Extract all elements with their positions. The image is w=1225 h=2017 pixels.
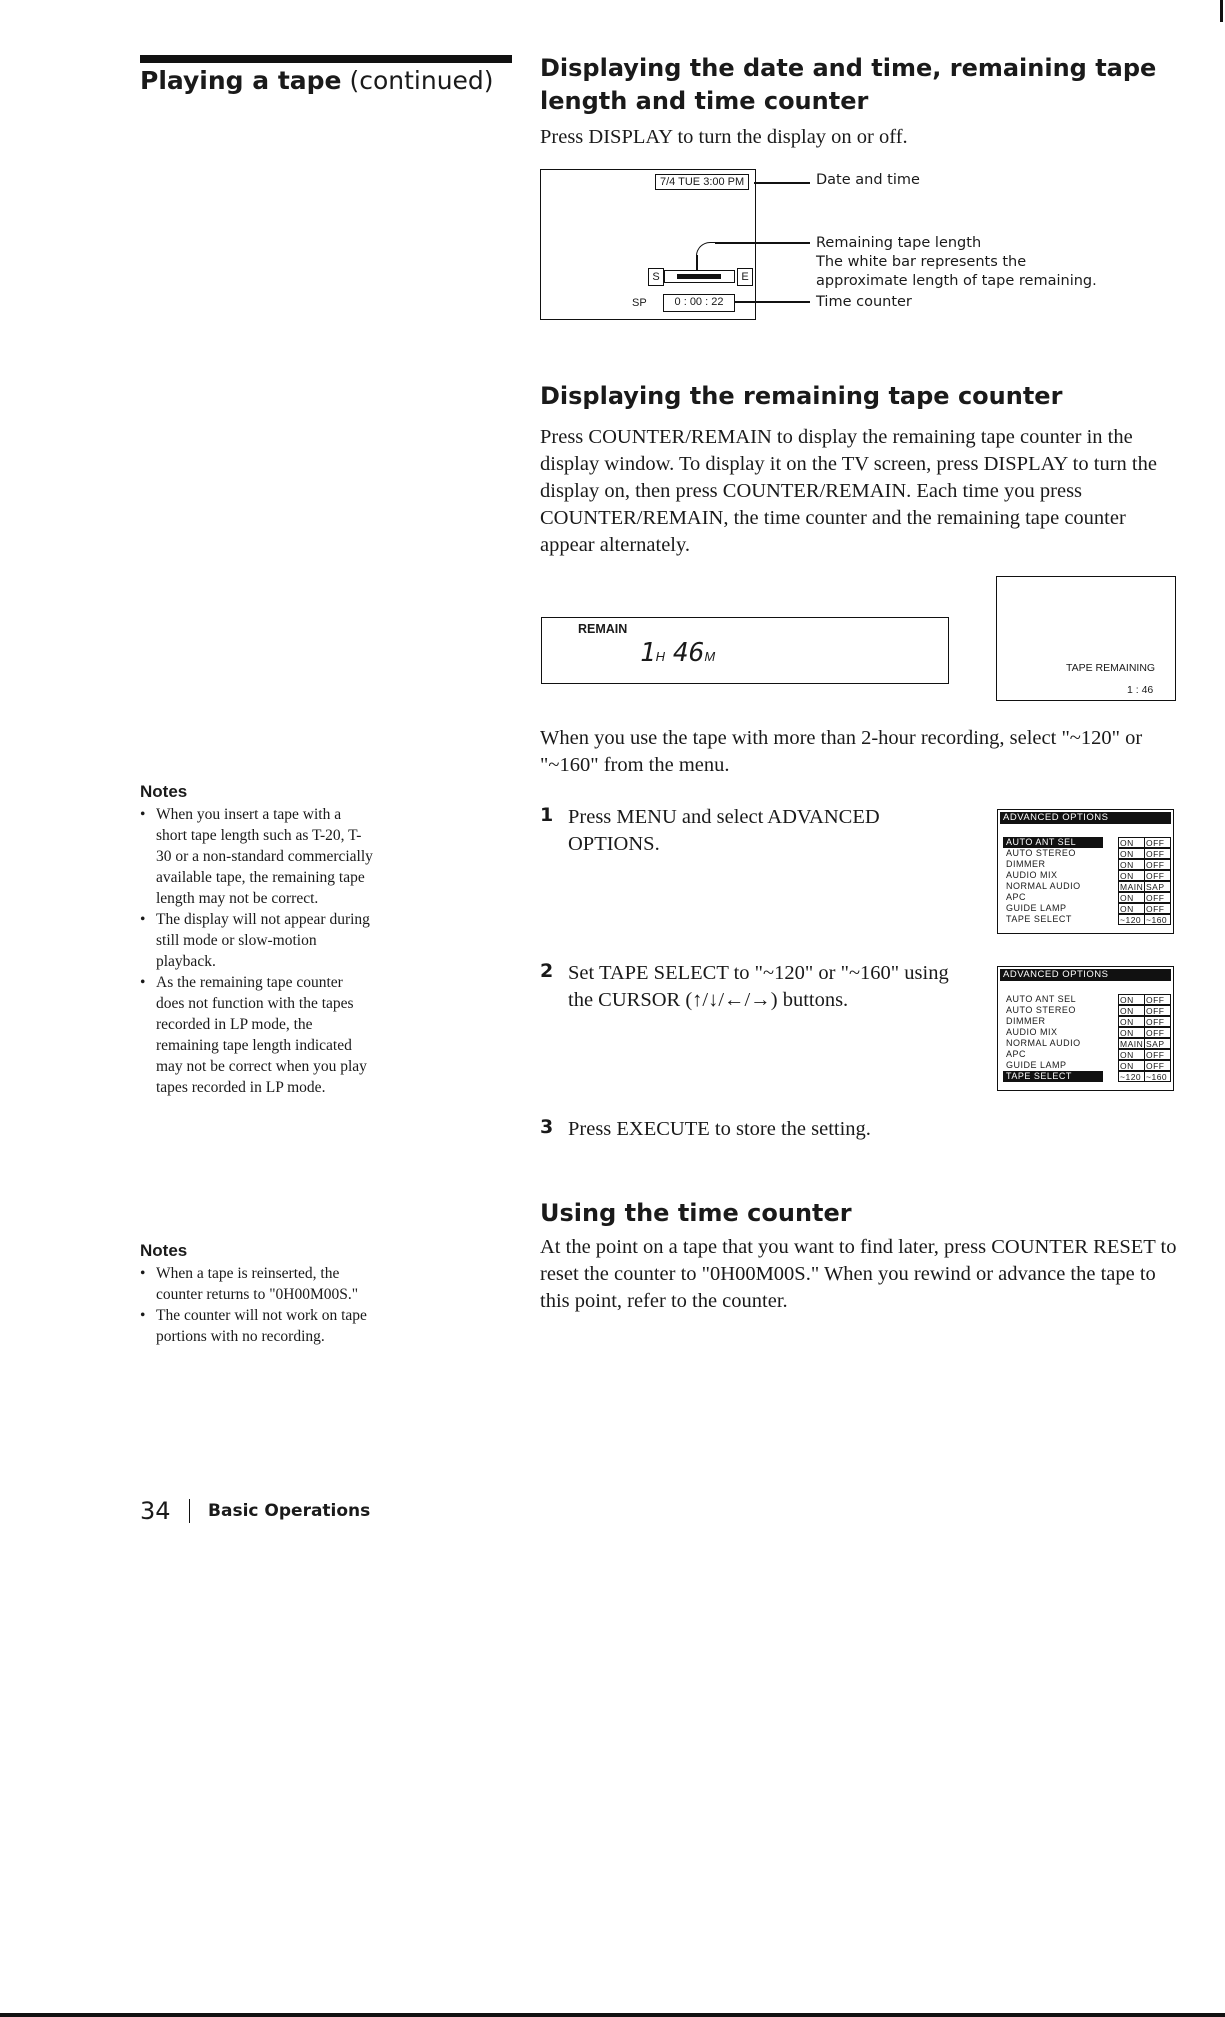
advanced-options-menu-2 (997, 966, 1174, 1091)
step-2-number: 2 (540, 960, 554, 982)
menu-1-row: AUTO ANT SEL ON OFF (1001, 837, 1170, 848)
menu-1-row: GUIDE LAMP ON OFF (1001, 903, 1170, 914)
datetime-display (655, 174, 749, 190)
section-body-display: Press DISPLAY to turn the display on or off. (540, 126, 908, 148)
menu-1-row: AUTO STEREO ON OFF (1001, 848, 1170, 859)
section-body-2hour: When you use the tape with more than 2-hour recording, select "~120" or "~160" from the menu. (540, 727, 1143, 776)
leader-time-counter (735, 301, 810, 303)
notes-1-title: Notes (140, 782, 188, 801)
right-edge-mark (1220, 0, 1223, 22)
page-title-continued: (continued) (341, 66, 494, 95)
remain-digits (640, 638, 715, 668)
tv-tape-remaining-label: TAPE REMAINING (1066, 662, 1156, 674)
page-footer (140, 1497, 370, 1525)
section-heading-time-counter: Using the time counter (540, 1199, 852, 1227)
remain-label: REMAIN (578, 622, 628, 636)
menu-2-row: AUTO ANT SEL ON OFF (1001, 994, 1170, 1005)
advanced-options-menu-1 (997, 809, 1174, 934)
leader-remaining-v (696, 255, 698, 270)
caption-remaining-desc: The white bar represents the approximate length of tape remaining. (816, 254, 1097, 289)
tape-mode-label: SP (632, 297, 647, 309)
notes-1-list (140, 804, 375, 1098)
notes-2-title: Notes (140, 1241, 188, 1260)
bottom-edge (0, 2013, 1225, 2017)
step-1-number: 1 (540, 804, 554, 826)
page-title (140, 64, 494, 98)
step-2-text: Set TAPE SELECT to "~120" or "~160" using the CURSOR (↑/↓/←/→) buttons. (568, 962, 949, 1011)
footer-divider (189, 1499, 191, 1523)
step-1-text: Press MENU and select ADVANCED OPTIONS. (568, 806, 880, 855)
notes-box-2 (140, 1239, 375, 1347)
note-item: • As the remaining tape counter does not function with the tapes recorded in LP mode, the remaining tape length indicated may not be correct when you play tapes recorded in LP mode. (140, 972, 375, 1098)
time-counter-display (663, 294, 735, 312)
header-rule (140, 55, 512, 63)
page-number: 34 (140, 1497, 171, 1525)
menu-2-row: DIMMER ON OFF (1001, 1016, 1170, 1027)
section-body-remaining: Press COUNTER/REMAIN to display the remaining tape counter in the display window. To display it on the TV screen, press DISPLAY to turn the display on, then press COUNTER/REMAIN. Each time you press COUNTER/REMAIN, the time counter and the remaining tape counter appear alternately. (540, 426, 1157, 556)
menu-2-row: AUTO STEREO ON OFF (1001, 1005, 1170, 1016)
remain-minutes: 46 (673, 638, 705, 668)
menu-2-row: TAPE SELECT ~120 ~160 (1001, 1071, 1170, 1082)
caption-date-time: Date and time (816, 172, 920, 188)
menu-1-row: NORMAL AUDIO MAIN SAP (1001, 881, 1170, 892)
note-item: • The display will not appear during still mode or slow-motion playback. (140, 909, 375, 972)
step-3-text: Press EXECUTE to store the setting. (568, 1118, 871, 1140)
section-heading-date-time: Displaying the date and time, remaining tape length and time counter (540, 54, 1157, 115)
menu-1-row: DIMMER ON OFF (1001, 859, 1170, 870)
menu-2-row: AUDIO MIX ON OFF (1001, 1027, 1170, 1038)
note-item: • When you insert a tape with a short tape length such as T-20, T-30 or a non-standard commercially available tape, the remaining tape length may not be correct. (140, 804, 375, 909)
menu-1-row: TAPE SELECT ~120 ~160 (1001, 914, 1170, 925)
notes-box-1 (140, 780, 375, 1098)
menu-1-row: APC ON OFF (1001, 892, 1170, 903)
note-item: • When a tape is reinserted, the counter returns to "0H00M00S." (140, 1263, 375, 1305)
menu-2-row: NORMAL AUDIO MAIN SAP (1001, 1038, 1170, 1049)
caption-time-counter: Time counter (816, 294, 912, 310)
footer-section: Basic Operations (208, 1501, 371, 1521)
section-body-time-counter: At the point on a tape that you want to find later, press COUNTER RESET to reset the counter to "0H00M00S." When you rewind or advance the tape to this point, refer to the counter. (540, 1236, 1177, 1312)
note-item: • The counter will not work on tape portions with no recording. (140, 1305, 375, 1347)
menu-2-row: GUIDE LAMP ON OFF (1001, 1060, 1170, 1071)
tape-remaining-bar (664, 270, 735, 283)
menu-2-row: APC ON OFF (1001, 1049, 1170, 1060)
caption-remaining: Remaining tape length (816, 235, 982, 251)
tape-bar-start-label: S (648, 268, 664, 286)
step-3-number: 3 (540, 1116, 554, 1138)
section-heading-remaining: Displaying the remaining tape counter (540, 382, 1063, 410)
tv-remaining-screen (996, 576, 1176, 701)
remain-h-unit: H (655, 649, 666, 664)
remain-hours: 1 (640, 638, 656, 668)
notes-2-list (140, 1263, 375, 1347)
page-title-bold: Playing a tape (140, 66, 342, 95)
menu-2-title: ADVANCED OPTIONS (1000, 969, 1171, 981)
leader-date-time (754, 182, 810, 184)
tape-remaining-fill (677, 274, 721, 279)
remain-m-unit: M (704, 649, 716, 664)
menu-1-row: AUDIO MIX ON OFF (1001, 870, 1170, 881)
tape-bar-end-label: E (737, 268, 753, 286)
menu-1-title: ADVANCED OPTIONS (1000, 812, 1171, 824)
time-counter-text: 0 : 00 : 22 (674, 296, 724, 308)
leader-remaining-h (715, 242, 810, 244)
tv-tape-remaining-value: 1 : 46 (1127, 684, 1154, 696)
datetime-text: 7/4 TUE 3:00 PM (660, 176, 745, 188)
